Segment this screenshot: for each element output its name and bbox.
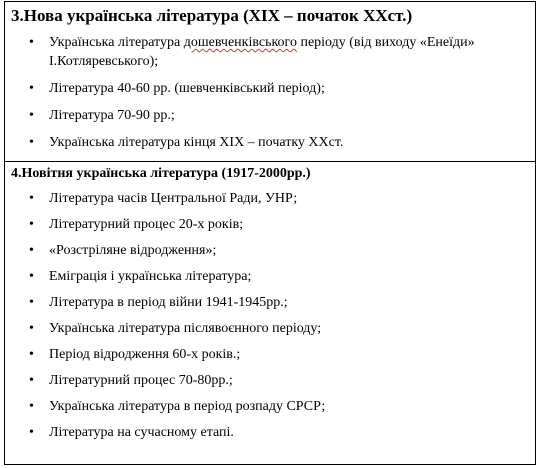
spellcheck-flagged-word: дошевченківського <box>183 35 297 50</box>
bullet-icon: • <box>29 243 34 258</box>
item-text: Література в період війни 1941-1945рр.; <box>49 295 288 310</box>
outline-table <box>4 1 536 465</box>
list-item <box>11 371 529 390</box>
bullet-icon: • <box>29 35 34 50</box>
item-text: Література 70-90 рр.; <box>49 108 175 123</box>
section-title: 4.Новітня українська література (1917-2000рр.) <box>11 166 311 181</box>
item-text: Українська література в період розпаду СРСР; <box>49 399 326 414</box>
bullet-icon: • <box>29 373 34 388</box>
bullet-icon: • <box>29 425 34 440</box>
item-text: Література часів Центральної Ради, УНР; <box>49 191 298 206</box>
bullet-icon: • <box>29 191 34 206</box>
bullet-icon: • <box>29 399 34 414</box>
bullet-icon: • <box>29 135 34 150</box>
item-text: Література на сучасному етапі. <box>49 425 234 440</box>
list-item <box>11 397 529 416</box>
list-item <box>11 423 529 442</box>
bullet-icon: • <box>29 269 34 284</box>
bullet-list <box>11 189 529 442</box>
list-item <box>11 79 529 98</box>
item-text-before: Українська література <box>49 35 184 50</box>
bullet-icon: • <box>29 81 34 96</box>
bullet-icon: • <box>29 108 34 123</box>
section-title: 3.Нова українська література (XIX – початок XXст.) <box>11 6 413 25</box>
section-new-literature <box>5 2 535 161</box>
bullet-icon: • <box>29 321 34 336</box>
item-text: Література 40-60 рр. (шевченківський період); <box>49 81 325 96</box>
list-item <box>11 241 529 260</box>
bullet-icon: • <box>29 217 34 232</box>
list-item <box>11 33 529 71</box>
item-text: «Розстріляне відродження»; <box>49 243 217 258</box>
list-item <box>11 345 529 364</box>
item-text: Українська література післявоєнного періоду; <box>49 321 322 336</box>
item-text: Еміграція і українська література; <box>49 269 252 284</box>
list-item <box>11 106 529 125</box>
item-text-after: періоду (від виходу «Енеїди» І.Котляревського); <box>49 35 475 69</box>
list-item <box>11 133 529 152</box>
list-item <box>11 319 529 338</box>
list-item <box>11 293 529 312</box>
bullet-list <box>11 33 529 152</box>
bullet-icon: • <box>29 347 34 362</box>
list-item <box>11 215 529 234</box>
section-newest-literature <box>5 161 535 464</box>
item-text: Період відродження 60-х років.; <box>49 347 241 362</box>
list-item <box>11 267 529 286</box>
item-text: Літературний процес 70-80рр.; <box>49 373 233 388</box>
list-item <box>11 189 529 208</box>
item-text: Українська література кінця XIX – початку XXст. <box>49 135 344 150</box>
item-text: Літературний процес 20-х років; <box>49 217 244 232</box>
bullet-icon: • <box>29 295 34 310</box>
